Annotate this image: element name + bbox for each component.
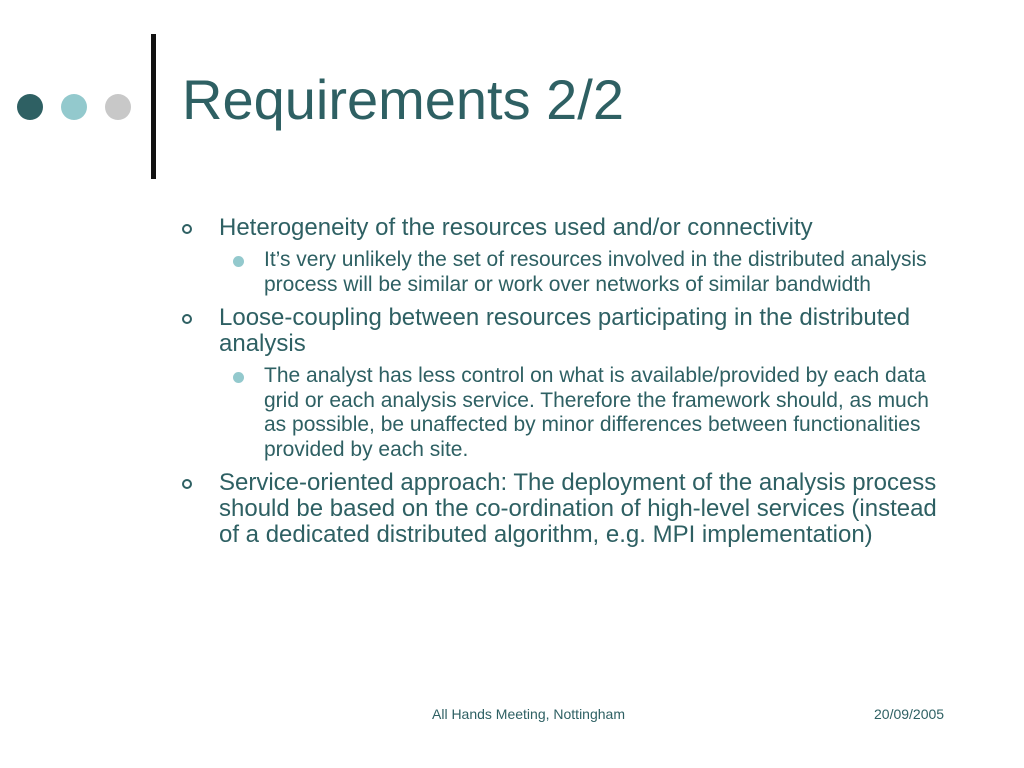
sub-bullet-item <box>219 364 942 462</box>
sub-bullet-text: The analyst has less control on what is available/provided by each data grid or each analysis service. Therefore the framework should, as much as possible, be unaffected by minor differences between functionalities provided by each site. <box>264 364 929 461</box>
footer-event: All Hands Meeting, Nottingham <box>432 706 625 722</box>
bullet-text: Loose-coupling between resources participating in the distributed analysis <box>219 304 911 357</box>
bullet-item <box>182 305 942 357</box>
decorative-dot-dark <box>17 94 43 120</box>
sub-bullet-text: It’s very unlikely the set of resources involved in the distributed analysis process will be similar or work over networks of similar bandwidth <box>264 248 927 296</box>
hollow-bullet-icon <box>182 479 192 489</box>
decorative-dot-grey <box>105 94 131 120</box>
bullet-list <box>182 215 942 555</box>
hollow-bullet-icon <box>182 224 192 234</box>
dot-bullet-icon <box>233 372 244 383</box>
slide-title: Requirements 2/2 <box>182 68 625 131</box>
decorative-dot-light <box>61 94 87 120</box>
bullet-item <box>182 215 942 241</box>
bullet-item <box>182 470 942 548</box>
bullet-text: Heterogeneity of the resources used and/or connectivity <box>219 214 813 241</box>
dot-bullet-icon <box>233 256 244 267</box>
bullet-text: Service-oriented approach: The deployment of the analysis process should be based on the co-ordination of high-level services (instead of a dedicated distributed algorithm, e.g. MPI implementation) <box>219 469 937 548</box>
hollow-bullet-icon <box>182 314 192 324</box>
footer-date: 20/09/2005 <box>874 706 945 722</box>
sub-bullet-item <box>219 248 942 297</box>
title-divider <box>151 34 156 179</box>
